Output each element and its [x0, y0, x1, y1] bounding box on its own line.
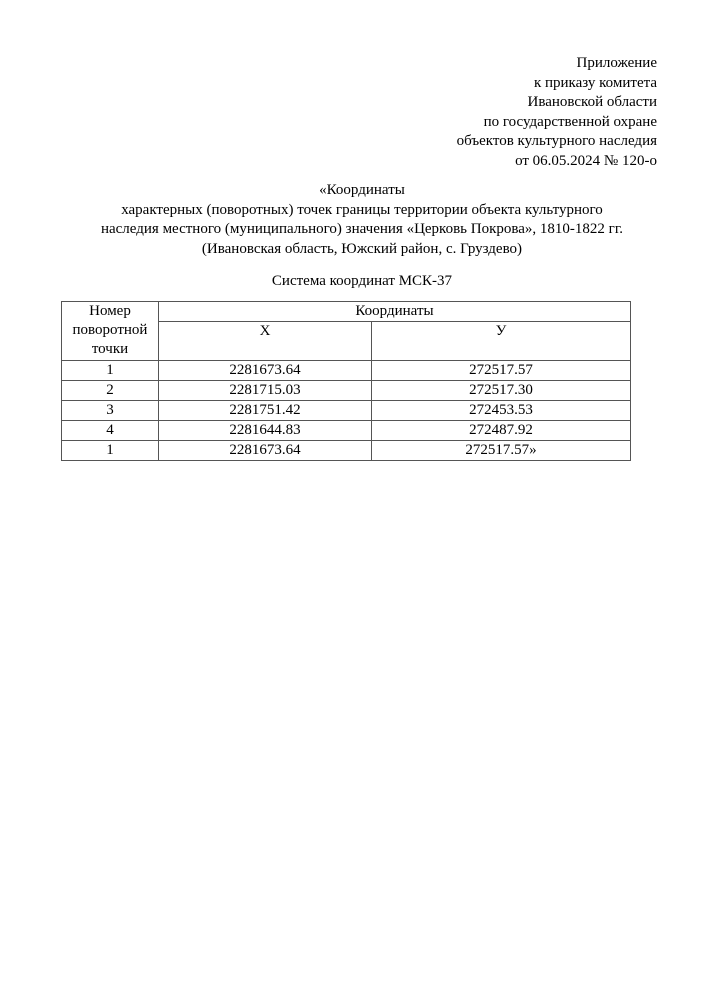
coordinates-table	[61, 301, 631, 461]
title-line: (Ивановская область, Южский район, с. Груздево)	[201, 240, 523, 257]
header-point-number: Номер поворотной точки	[62, 302, 159, 361]
document-title	[0, 181, 707, 259]
title-line: наследия местного (муниципального) значения «Церковь Покрова», 1810-1822 гг.	[100, 221, 624, 237]
header-coordinates: Координаты	[159, 302, 631, 322]
cell-point: 1	[62, 361, 159, 381]
cell-y: 272517.57	[372, 361, 631, 381]
cell-x: 2281751.42	[159, 401, 372, 421]
cell-y: 272453.53	[372, 401, 631, 421]
cell-point: 1	[62, 441, 159, 461]
header-x: Х	[159, 322, 372, 361]
cell-x: 2281673.64	[159, 441, 372, 461]
cell-point: 2	[62, 381, 159, 401]
cell-x: 2281644.83	[159, 421, 372, 441]
cell-y: 272487.92	[372, 421, 631, 441]
appendix-line: Приложение	[576, 55, 657, 71]
table-row	[62, 401, 631, 421]
cell-x: 2281673.64	[159, 361, 372, 381]
cell-y: 272517.57»	[372, 441, 631, 461]
appendix-line: по государственной охране	[483, 113, 657, 130]
header-y: У	[372, 322, 631, 361]
cell-point: 4	[62, 421, 159, 441]
table-row	[62, 361, 631, 381]
coordinate-system-label: Система координат МСК-37	[271, 273, 453, 289]
table-row	[62, 381, 631, 401]
title-line: «Координаты	[319, 182, 405, 198]
cell-x: 2281715.03	[159, 381, 372, 401]
table-row	[62, 421, 631, 441]
appendix-line: от 06.05.2024 № 120-о	[515, 152, 657, 169]
appendix-line: объектов культурного наследия	[456, 133, 657, 149]
cell-y: 272517.30	[372, 381, 631, 401]
appendix-line: Ивановской области	[527, 94, 657, 110]
cell-point: 3	[62, 401, 159, 421]
appendix-block	[457, 54, 657, 171]
table-row	[62, 441, 631, 461]
title-line: характерных (поворотных) точек границы территории объекта культурного	[121, 201, 603, 218]
appendix-line: к приказу комитета	[533, 74, 657, 91]
